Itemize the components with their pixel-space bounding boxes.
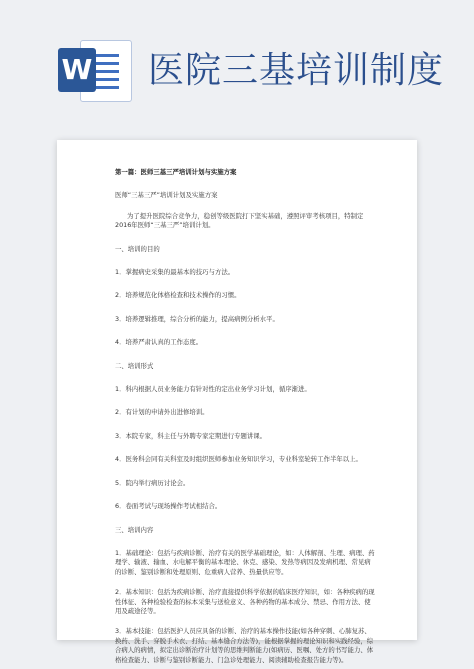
word-logo-letter: W — [58, 48, 96, 92]
list-item: 3．培养逻辑推理，综合分析的能力，提高病例分析水平。 — [115, 314, 279, 323]
list-item: 4．医务科会同有关科室及时组织医师参加业务知识学习，专业科室轮转工作半年以上。 — [115, 455, 362, 464]
content-paragraph: 2．基本知识：包括为疾病诊断、治疗直接提供科学依据的临床医疗知识，如：各种疾病的现性体征、各种检验检查的标本采集与送检意义、各种药物的基本成分、禁忌、作用方法、使用及疏途径等。 — [115, 588, 375, 615]
page-title: 医院三基培训制度 — [148, 50, 445, 91]
document-page — [57, 140, 417, 664]
list-item: 2．有计划的申请外出进修培训。 — [115, 408, 209, 417]
content-paragraph: 3．基本技能：包括医护人员应具备的诊断、治疗的基本操作技能(如各种穿刺、心肺复苏、换药、洗手、穿脱手术衣、打结、基本缝合方法等)，能根据掌握的理论知识和实践经验，综合病人的病情，拟定出诊断治疗计划等的思维判断能力(如病历、医嘱、处方的书写能力、体格检查能力、诊断与鉴别诊断能力、门急诊处理能力、阅读辅助检查报告能力等)。 — [115, 627, 374, 664]
intro-paragraph: 为了提升医院综合竞争力，稳创等级医院打下坚实基础，遵照评审考核项目，特制定2016年医师“三基三严”培训计划。 — [115, 211, 364, 230]
list-item: 3．本院专家，科主任与外聘专家定期进行专题讲课。 — [115, 431, 267, 440]
list-item: 1．科内根据人员业务能力有针对性的定出业务学习计划，循序渐进。 — [115, 385, 311, 394]
section-title-purpose: 一、培训的目的 — [115, 244, 160, 253]
list-item: 6．卷面考试与现场操作考试相结合。 — [115, 502, 222, 511]
list-item: 2．培养规范化体格检查和技术操作的习惯。 — [115, 291, 241, 300]
document-heading: 第一篇：医师三基三严培训计划与实施方案 — [115, 168, 237, 176]
content-paragraph: 1．基础理论：包括与疾病诊断、治疗有关的医学基础理论，如：人体解剖、生理、病理、药理学、输液、输血、水电解平衡的基本理论、休克、感染、发热等病因及发病机理、常见病的诊断、鉴别诊断和处理原则、危重病人营养、热量供应等。 — [115, 548, 375, 576]
list-item: 1．掌握病史采集的最基本的技巧与方法。 — [115, 268, 235, 277]
word-document-icon — [58, 40, 132, 100]
list-item: 4．培养严肃认真的工作态度。 — [115, 338, 203, 347]
document-content — [115, 168, 375, 665]
list-item: 5．院内举行病历讨论会。 — [115, 478, 190, 487]
page-header — [0, 0, 474, 120]
section-title-content: 三、培训内容 — [115, 525, 154, 534]
section-title-form: 二、培训形式 — [115, 361, 154, 370]
document-subtitle: 医师“三基三严”培训计划及实施方案 — [115, 191, 218, 200]
